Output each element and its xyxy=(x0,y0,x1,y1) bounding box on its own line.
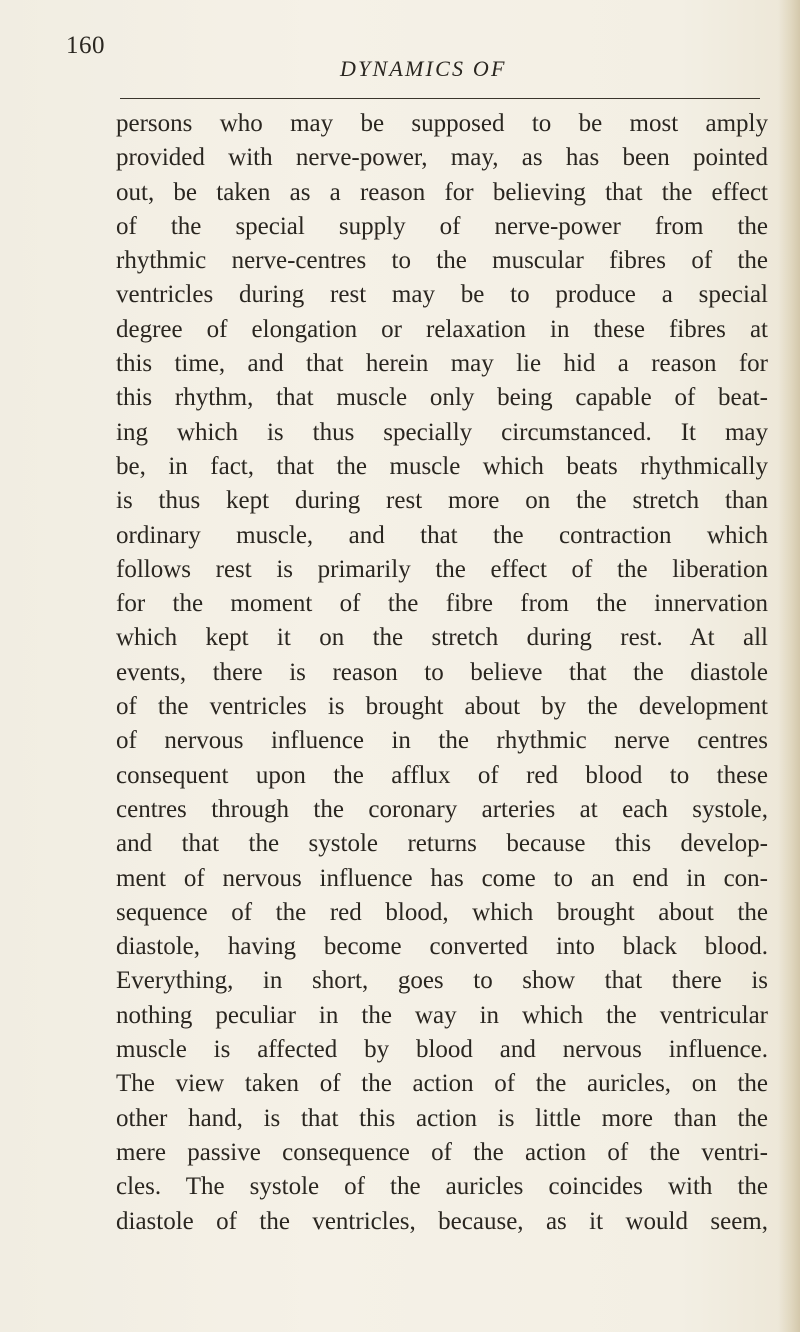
text-line: for the moment of the fibre from the innervation xyxy=(116,590,768,618)
text-line: The view taken of the action of the auricles, on the xyxy=(116,1070,768,1098)
text-line: ventricles during rest may be to produce a special xyxy=(116,281,768,309)
text-line: follows rest is primarily the effect of the liberation xyxy=(116,555,768,583)
text-line: ordinary muscle, and that the contraction which xyxy=(116,521,768,549)
text-line: ing which is thus specially circumstanced. It may xyxy=(116,418,768,446)
text-line: of the ventricles is brought about by the development xyxy=(116,693,768,721)
text-line: ment of nervous influence has come to an end in con- xyxy=(116,864,768,892)
text-line: muscle is affected by blood and nervous influence. xyxy=(116,1036,768,1064)
text-line: and that the systole returns because this develop- xyxy=(116,830,768,858)
page-edge-shadow xyxy=(778,0,800,1332)
text-line: events, there is reason to believe that the diastole xyxy=(116,658,768,686)
header-rule xyxy=(120,98,760,99)
text-line: consequent upon the afflux of red blood to these xyxy=(116,761,768,789)
text-line: of the special supply of nerve-power from the xyxy=(116,212,768,240)
page-number: 160 xyxy=(66,32,105,59)
text-line: be, in fact, that the muscle which beats rhythmically xyxy=(116,452,768,480)
text-line: diastole of the ventricles, because, as it would seem, xyxy=(116,1207,768,1235)
text-line: diastole, having become converted into black blood. xyxy=(116,933,768,961)
text-line: is thus kept during rest more on the stretch than xyxy=(116,487,768,515)
text-line: provided with nerve-power, may, as has been pointed xyxy=(116,144,768,172)
text-line: of nervous influence in the rhythmic nerve centres xyxy=(116,727,768,755)
text-line: centres through the coronary arteries at each systole, xyxy=(116,795,768,823)
body-text xyxy=(116,107,768,1239)
text-line: degree of elongation or relaxation in these fibres at xyxy=(116,315,768,343)
text-line: nothing peculiar in the way in which the ventricular xyxy=(116,1001,768,1029)
text-line: cles. The systole of the auricles coincides with the xyxy=(116,1173,768,1201)
running-head: DYNAMICS OF xyxy=(340,56,507,81)
text-line: out, be taken as a reason for believing that the effect xyxy=(116,178,768,206)
text-line: this time, and that herein may lie hid a reason for xyxy=(116,350,768,378)
text-line: sequence of the red blood, which brought about the xyxy=(116,898,768,926)
text-line: which kept it on the stretch during rest. At all xyxy=(116,624,768,652)
text-line: mere passive consequence of the action of the ventri- xyxy=(116,1138,768,1166)
text-line: Everything, in short, goes to show that there is xyxy=(116,967,768,995)
text-line: persons who may be supposed to be most amply xyxy=(116,110,768,137)
text-line: this rhythm, that muscle only being capable of beat- xyxy=(116,384,768,412)
text-line: rhythmic nerve-centres to the muscular fibres of the xyxy=(116,247,768,275)
text-line: other hand, is that this action is little more than the xyxy=(116,1104,768,1132)
